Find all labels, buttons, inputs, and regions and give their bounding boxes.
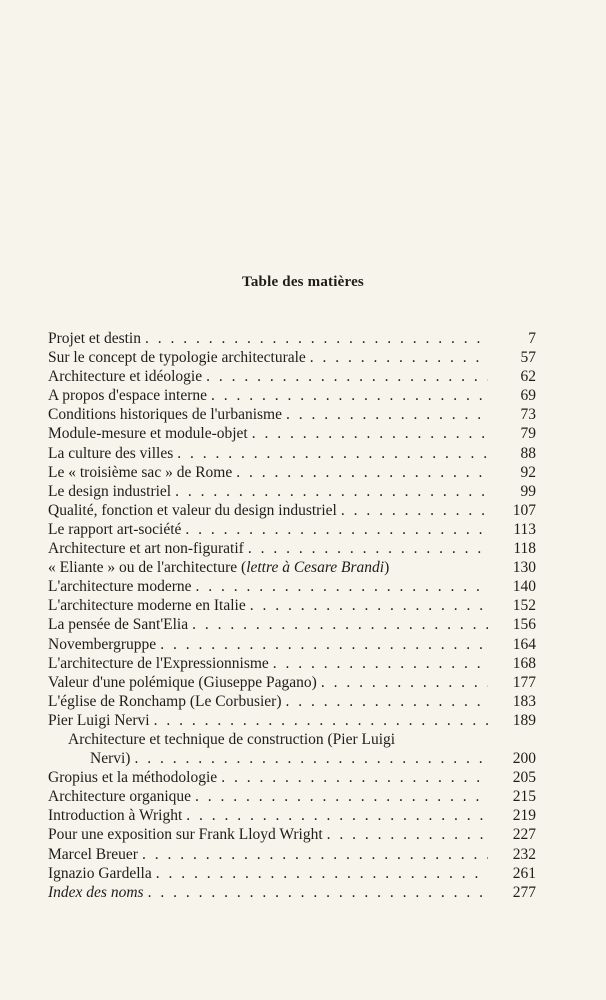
toc-entry-title: Architecture organique — [48, 788, 192, 806]
toc-entry-line1[interactable] — [48, 730, 536, 749]
dot-leader — [273, 654, 488, 673]
dot-leader — [341, 501, 488, 520]
toc-entry-page: 168 — [512, 654, 536, 672]
toc-entry[interactable] — [48, 673, 536, 692]
toc-entry[interactable] — [48, 386, 536, 405]
toc-entry-page: 205 — [512, 769, 536, 787]
toc-entry-title-end: ) — [384, 559, 390, 577]
toc-entry-title: L'église de Ronchamp (Le Corbusier) — [48, 692, 282, 710]
toc-entry[interactable] — [48, 615, 536, 634]
dot-leader — [327, 825, 488, 844]
toc-entry-title-italic: lettre à Cesare Brandi — [246, 559, 385, 577]
toc-entry-title: Introduction à Wright — [48, 807, 183, 825]
toc-entry-page: 88 — [520, 444, 536, 462]
toc-entry-page: 183 — [512, 692, 536, 710]
toc-entry-title-main: « Eliante » ou de l'architecture ( — [48, 559, 247, 577]
table-of-contents — [48, 329, 536, 902]
toc-entry-title: Pour une exposition sur Frank Lloyd Wright — [48, 826, 323, 844]
toc-entry-page: 140 — [512, 578, 536, 596]
toc-entry-page: 152 — [512, 597, 536, 615]
toc-entry-title — [48, 558, 492, 577]
toc-entry-title: Novembergruppe — [48, 635, 157, 653]
toc-entry-title: Valeur d'une polémique (Giuseppe Pagano) — [48, 673, 317, 691]
toc-entry-title: Gropius et la méthodologie — [48, 769, 218, 787]
toc-entry-title: L'architecture moderne — [48, 578, 192, 596]
toc-entry-page: 189 — [512, 711, 536, 729]
toc-entry-page: 232 — [512, 845, 536, 863]
toc-entry-title: La pensée de Sant'Elia — [48, 616, 189, 634]
toc-entry-title: Index des noms — [48, 883, 144, 901]
dot-leader — [310, 348, 488, 367]
toc-entry-title: Marcel Breuer — [48, 845, 138, 863]
toc-entry[interactable] — [48, 558, 536, 577]
toc-entry[interactable] — [48, 806, 536, 825]
dot-leader — [175, 482, 488, 501]
toc-entry[interactable] — [48, 444, 536, 463]
dot-leader — [321, 673, 488, 692]
toc-entry-title: Le « troisième sac » de Rome — [48, 463, 233, 481]
dot-leader — [186, 806, 488, 825]
toc-entry-page: 99 — [520, 482, 536, 500]
dot-leader — [211, 386, 488, 405]
toc-entry[interactable] — [48, 654, 536, 673]
toc-entry-title: Sur le concept de typologie architecturale — [48, 349, 306, 367]
dot-leader — [286, 405, 488, 424]
toc-entry[interactable] — [48, 864, 536, 883]
toc-entry-page: 277 — [512, 883, 536, 901]
toc-entry-page: 219 — [512, 807, 536, 825]
dot-leader — [248, 539, 488, 558]
dot-leader — [156, 864, 488, 883]
dot-leader — [195, 787, 488, 806]
toc-entry[interactable] — [48, 539, 536, 558]
toc-entry[interactable] — [48, 501, 536, 520]
toc-entry-page: 261 — [512, 864, 536, 882]
dot-leader — [134, 749, 488, 768]
toc-entry-page: 57 — [520, 349, 536, 367]
toc-entry[interactable] — [48, 883, 536, 902]
toc-entry-page: 215 — [512, 788, 536, 806]
toc-entry-page: 79 — [520, 425, 536, 443]
toc-entry-page: 107 — [512, 501, 536, 519]
dot-leader — [145, 329, 488, 348]
toc-entry[interactable] — [48, 329, 536, 348]
toc-entry-title: Qualité, fonction et valeur du design industriel — [48, 501, 337, 519]
toc-entry[interactable] — [48, 692, 536, 711]
toc-entry[interactable] — [48, 825, 536, 844]
toc-entry-title: Module-mesure et module-objet — [48, 425, 248, 443]
toc-entry-page: 227 — [512, 826, 536, 844]
toc-entry-title: Architecture et idéologie — [48, 368, 203, 386]
dot-leader — [142, 845, 488, 864]
dot-leader — [221, 768, 488, 787]
toc-entry[interactable] — [48, 463, 536, 482]
toc-entry-page: 113 — [513, 520, 536, 538]
toc-entry[interactable] — [48, 596, 536, 615]
dot-leader — [154, 711, 488, 730]
toc-entry-title: L'architecture moderne en Italie — [48, 597, 246, 615]
dot-leader — [196, 577, 488, 596]
toc-entry[interactable] — [48, 768, 536, 787]
toc-entry-title: L'architecture de l'Expressionnisme — [48, 654, 269, 672]
toc-entry[interactable] — [48, 845, 536, 864]
toc-entry-title: Le design industriel — [48, 482, 172, 500]
toc-entry-title: Ignazio Gardella — [48, 864, 152, 882]
toc-entry-title: Architecture et art non-figuratif — [48, 540, 244, 558]
toc-entry-page: 92 — [520, 463, 536, 481]
toc-entry-page: 130 — [512, 559, 536, 577]
toc-entry-page: 69 — [520, 387, 536, 405]
toc-entry-page: 177 — [512, 673, 536, 691]
toc-entry-page: 62 — [520, 368, 536, 386]
toc-entry-title: Architecture et technique de construction (Pier Luigi — [68, 730, 396, 748]
toc-entry-title: Pier Luigi Nervi — [48, 711, 150, 729]
toc-entry-page: 118 — [513, 540, 536, 558]
toc-entry-page: 7 — [528, 330, 536, 347]
toc-entry-title: A propos d'espace interne — [48, 387, 208, 405]
toc-entry[interactable] — [48, 635, 536, 654]
toc-entry[interactable] — [48, 711, 536, 730]
dot-leader — [160, 635, 488, 654]
toc-entry[interactable] — [48, 520, 536, 539]
toc-entry-title: La culture des villes — [48, 444, 174, 462]
toc-entry-page: 200 — [512, 750, 536, 768]
toc-entry[interactable] — [48, 787, 536, 806]
toc-entry[interactable] — [48, 482, 536, 501]
dot-leader — [252, 424, 488, 443]
dot-leader — [177, 444, 488, 463]
toc-entry-page: 73 — [520, 406, 536, 424]
dot-leader — [206, 367, 488, 386]
dot-leader — [236, 463, 488, 482]
toc-entry[interactable] — [48, 405, 536, 424]
toc-entry-line2[interactable] — [48, 749, 536, 768]
toc-entry[interactable] — [48, 348, 536, 367]
toc-entry-page: 164 — [512, 635, 536, 653]
toc-entry[interactable] — [48, 367, 536, 386]
toc-entry[interactable] — [48, 577, 536, 596]
toc-entry-title-continued: Nervi) — [90, 750, 131, 768]
toc-entry-page: 156 — [512, 616, 536, 634]
toc-entry-title: Projet et destin — [48, 330, 141, 347]
dot-leader — [148, 883, 488, 902]
toc-entry-title: Le rapport art-société — [48, 520, 182, 538]
dot-leader — [192, 615, 488, 634]
dot-leader — [185, 520, 488, 539]
page-title: Table des matières — [242, 274, 364, 290]
toc-entry-title: Conditions historiques de l'urbanisme — [48, 406, 282, 424]
dot-leader — [286, 692, 489, 711]
dot-leader — [250, 596, 488, 615]
toc-entry[interactable] — [48, 424, 536, 443]
